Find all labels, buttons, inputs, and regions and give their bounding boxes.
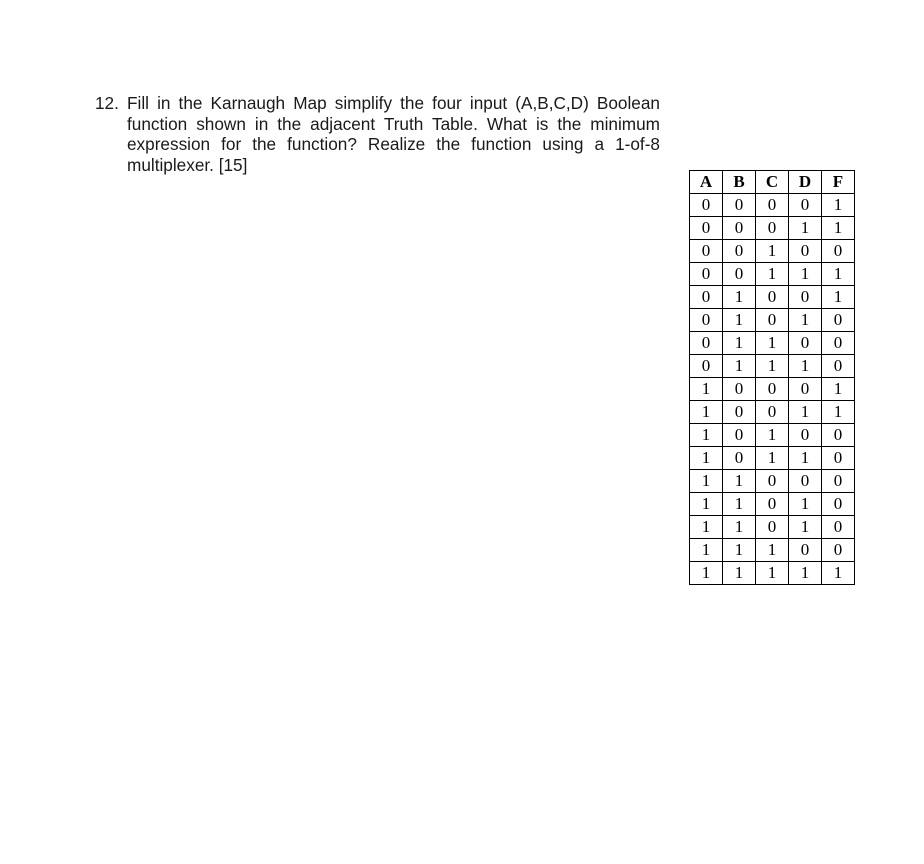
cell-a: 1 [690,401,723,424]
cell-c: 1 [756,539,789,562]
cell-d: 1 [789,493,822,516]
cell-c: 1 [756,355,789,378]
cell-c: 0 [756,286,789,309]
cell-f: 0 [822,447,855,470]
cell-b: 1 [723,562,756,585]
cell-c: 0 [756,401,789,424]
cell-f: 0 [822,493,855,516]
cell-a: 1 [690,470,723,493]
cell-a: 0 [690,355,723,378]
cell-b: 0 [723,424,756,447]
cell-f: 1 [822,378,855,401]
cell-c: 0 [756,378,789,401]
cell-c: 1 [756,240,789,263]
table-row [690,562,855,585]
table-row [690,401,855,424]
table-row [690,424,855,447]
cell-f: 1 [822,286,855,309]
cell-c: 0 [756,309,789,332]
table-row [690,263,855,286]
cell-b: 0 [723,263,756,286]
cell-c: 0 [756,217,789,240]
cell-f: 0 [822,539,855,562]
cell-a: 1 [690,493,723,516]
cell-a: 0 [690,332,723,355]
header-b: B [723,171,756,194]
cell-d: 0 [789,194,822,217]
cell-a: 0 [690,217,723,240]
cell-a: 0 [690,240,723,263]
table-row [690,447,855,470]
header-f: F [822,171,855,194]
cell-d: 1 [789,447,822,470]
table-row [690,217,855,240]
cell-f: 1 [822,401,855,424]
cell-a: 0 [690,309,723,332]
table-row [690,516,855,539]
question-text: Fill in the Karnaugh Map simplify the four input (A,B,C,D) Boolean function shown in the adjacent Truth Table. What is the minimum expression for the function? Realize the function using a 1-of-8 multiplexer. [15] [127,93,660,175]
cell-d: 1 [789,263,822,286]
cell-c: 1 [756,332,789,355]
cell-d: 1 [789,562,822,585]
cell-f: 1 [822,194,855,217]
cell-c: 0 [756,516,789,539]
cell-c: 0 [756,493,789,516]
cell-d: 0 [789,470,822,493]
cell-f: 0 [822,332,855,355]
truth-table-header-row [690,171,855,194]
cell-a: 0 [690,286,723,309]
cell-b: 0 [723,378,756,401]
cell-a: 1 [690,424,723,447]
cell-d: 1 [789,217,822,240]
cell-a: 0 [690,263,723,286]
cell-c: 1 [756,424,789,447]
cell-f: 1 [822,562,855,585]
cell-d: 1 [789,355,822,378]
cell-c: 0 [756,194,789,217]
cell-b: 1 [723,286,756,309]
question-block [95,93,660,175]
cell-d: 1 [789,401,822,424]
cell-b: 0 [723,217,756,240]
cell-b: 1 [723,539,756,562]
cell-b: 1 [723,332,756,355]
header-a: A [690,171,723,194]
table-row [690,309,855,332]
cell-f: 0 [822,355,855,378]
cell-f: 0 [822,470,855,493]
cell-c: 1 [756,562,789,585]
table-row [690,378,855,401]
cell-d: 1 [789,516,822,539]
table-row [690,470,855,493]
cell-c: 1 [756,263,789,286]
cell-b: 1 [723,493,756,516]
cell-b: 1 [723,470,756,493]
cell-f: 0 [822,516,855,539]
cell-d: 0 [789,424,822,447]
header-d: D [789,171,822,194]
cell-b: 0 [723,401,756,424]
truth-table-body [690,194,855,585]
table-row [690,493,855,516]
table-row [690,539,855,562]
cell-d: 0 [789,378,822,401]
cell-d: 0 [789,240,822,263]
cell-a: 1 [690,516,723,539]
cell-b: 1 [723,355,756,378]
cell-d: 0 [789,539,822,562]
cell-d: 0 [789,332,822,355]
table-row [690,286,855,309]
header-c: C [756,171,789,194]
truth-table [689,170,855,585]
cell-f: 0 [822,309,855,332]
cell-b: 1 [723,309,756,332]
cell-a: 1 [690,447,723,470]
cell-b: 0 [723,194,756,217]
cell-a: 1 [690,562,723,585]
cell-b: 1 [723,516,756,539]
cell-b: 0 [723,447,756,470]
cell-c: 0 [756,470,789,493]
cell-f: 1 [822,217,855,240]
cell-c: 1 [756,447,789,470]
table-row [690,355,855,378]
cell-a: 1 [690,378,723,401]
cell-f: 0 [822,240,855,263]
table-row [690,332,855,355]
cell-a: 0 [690,194,723,217]
cell-f: 1 [822,263,855,286]
cell-f: 0 [822,424,855,447]
cell-d: 1 [789,309,822,332]
table-row [690,194,855,217]
cell-d: 0 [789,286,822,309]
question-number: 12. [95,93,119,113]
cell-a: 1 [690,539,723,562]
cell-b: 0 [723,240,756,263]
table-row [690,240,855,263]
